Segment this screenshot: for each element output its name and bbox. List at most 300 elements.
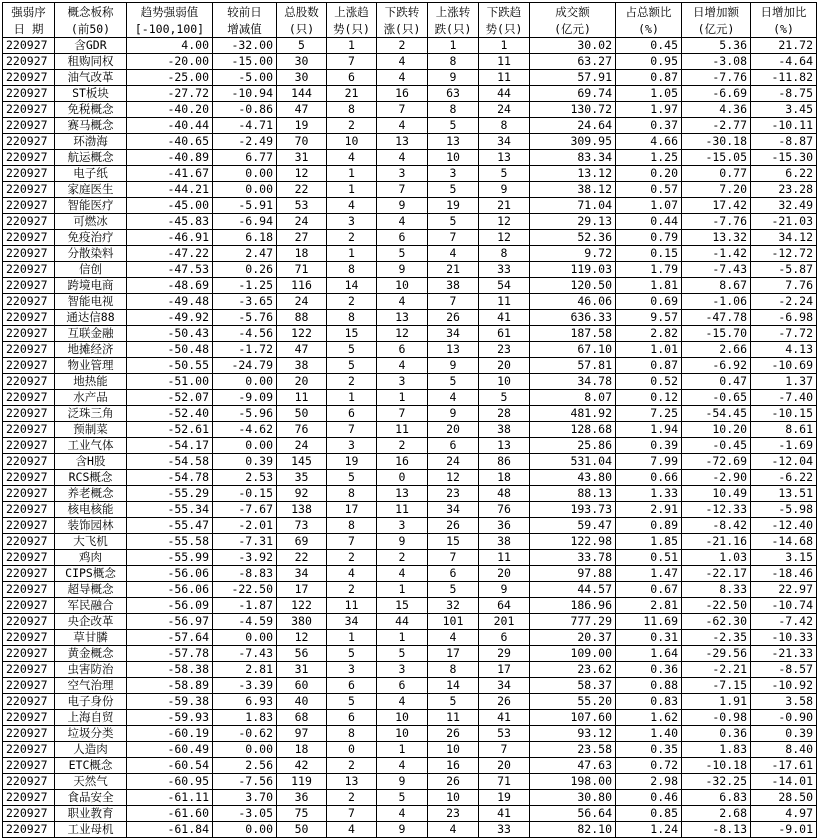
trend-strength-cell: -47.53 <box>127 262 213 278</box>
header-uptrend-count-line2: 势(只) <box>327 20 377 38</box>
rank-date-cell: 220927 <box>3 102 55 118</box>
daily-increase-amount-cell: -2.35 <box>682 630 751 646</box>
trend-strength-cell: -55.58 <box>127 534 213 550</box>
share-of-total-cell: 0.37 <box>616 118 682 134</box>
trend-strength-cell: -54.17 <box>127 438 213 454</box>
turnover-cell: 93.12 <box>530 726 616 742</box>
turnover-cell: 309.95 <box>530 134 616 150</box>
header-trend-strength-line1: 趋势强弱值 <box>127 3 213 21</box>
daily-increase-ratio-cell: -2.24 <box>751 294 817 310</box>
downtrend-count-cell: 18 <box>479 470 530 486</box>
share-of-total-cell: 0.20 <box>616 166 682 182</box>
daily-increase-amount-cell: 2.68 <box>682 806 751 822</box>
header-daily-increase-ratio-line1: 日增加比 <box>751 3 817 21</box>
share-of-total-cell: 0.15 <box>616 246 682 262</box>
turnover-cell: 57.91 <box>530 70 616 86</box>
down-to-up-count-cell: 10 <box>377 278 428 294</box>
header-row-1 <box>3 3 817 21</box>
total-stocks-cell: 116 <box>277 278 327 294</box>
uptrend-count-cell: 8 <box>327 518 377 534</box>
daily-increase-ratio-cell: -15.30 <box>751 150 817 166</box>
daily-increase-amount-cell: -47.78 <box>682 310 751 326</box>
daily-increase-ratio-cell: 3.15 <box>751 550 817 566</box>
up-to-down-count-cell: 8 <box>428 102 479 118</box>
daily-increase-amount-cell: 6.83 <box>682 790 751 806</box>
daily-increase-amount-cell: -0.98 <box>682 710 751 726</box>
daily-increase-ratio-cell: -10.33 <box>751 630 817 646</box>
turnover-cell: 13.12 <box>530 166 616 182</box>
daily-increase-amount-cell: -1.06 <box>682 294 751 310</box>
daily-increase-ratio-cell: -12.04 <box>751 454 817 470</box>
daily-increase-amount-cell: -62.30 <box>682 614 751 630</box>
rank-date-cell: 220927 <box>3 774 55 790</box>
turnover-cell: 531.04 <box>530 454 616 470</box>
change-vs-prev-cell: -3.05 <box>213 806 277 822</box>
share-of-total-cell: 0.31 <box>616 630 682 646</box>
uptrend-count-cell: 4 <box>327 150 377 166</box>
up-to-down-count-cell: 26 <box>428 726 479 742</box>
turnover-cell: 59.47 <box>530 518 616 534</box>
down-to-up-count-cell: 4 <box>377 566 428 582</box>
concept-name-cell: 预制菜 <box>55 422 127 438</box>
change-vs-prev-cell: 3.70 <box>213 790 277 806</box>
daily-increase-ratio-cell: -11.82 <box>751 70 817 86</box>
rank-date-cell: 220927 <box>3 182 55 198</box>
down-to-up-count-cell: 16 <box>377 86 428 102</box>
up-to-down-count-cell: 4 <box>428 390 479 406</box>
share-of-total-cell: 0.79 <box>616 230 682 246</box>
total-stocks-cell: 17 <box>277 582 327 598</box>
turnover-cell: 119.03 <box>530 262 616 278</box>
uptrend-count-cell: 2 <box>327 790 377 806</box>
table-row <box>3 790 817 806</box>
daily-increase-ratio-cell: -0.90 <box>751 710 817 726</box>
concept-name-cell: 物业管理 <box>55 358 127 374</box>
turnover-cell: 23.62 <box>530 662 616 678</box>
rank-date-cell: 220927 <box>3 54 55 70</box>
rank-date-cell: 220927 <box>3 374 55 390</box>
share-of-total-cell: 1.25 <box>616 150 682 166</box>
change-vs-prev-cell: 6.18 <box>213 230 277 246</box>
turnover-cell: 30.02 <box>530 38 616 54</box>
concept-name-cell: 智能医疗 <box>55 198 127 214</box>
daily-increase-ratio-cell: 28.50 <box>751 790 817 806</box>
share-of-total-cell: 1.33 <box>616 486 682 502</box>
concept-name-cell: 分散染料 <box>55 246 127 262</box>
share-of-total-cell: 2.81 <box>616 598 682 614</box>
share-of-total-cell: 1.05 <box>616 86 682 102</box>
daily-increase-amount-cell: -10.18 <box>682 758 751 774</box>
daily-increase-amount-cell: -22.50 <box>682 598 751 614</box>
downtrend-count-cell: 13 <box>479 438 530 454</box>
concept-name-cell: 智能电视 <box>55 294 127 310</box>
rank-date-cell: 220927 <box>3 678 55 694</box>
turnover-cell: 8.07 <box>530 390 616 406</box>
daily-increase-amount-cell: -22.17 <box>682 566 751 582</box>
share-of-total-cell: 0.87 <box>616 358 682 374</box>
daily-increase-ratio-cell: -21.33 <box>751 646 817 662</box>
rank-date-cell: 220927 <box>3 294 55 310</box>
down-to-up-count-cell: 6 <box>377 230 428 246</box>
table-row <box>3 70 817 86</box>
share-of-total-cell: 1.85 <box>616 534 682 550</box>
concept-name-cell: ST板块 <box>55 86 127 102</box>
down-to-up-count-cell: 2 <box>377 438 428 454</box>
down-to-up-count-cell: 1 <box>377 742 428 758</box>
rank-date-cell: 220927 <box>3 134 55 150</box>
change-vs-prev-cell: 2.56 <box>213 758 277 774</box>
daily-increase-ratio-cell: -1.69 <box>751 438 817 454</box>
up-to-down-count-cell: 8 <box>428 662 479 678</box>
daily-increase-ratio-cell: -7.42 <box>751 614 817 630</box>
up-to-down-count-cell: 5 <box>428 182 479 198</box>
daily-increase-amount-cell: -15.05 <box>682 150 751 166</box>
down-to-up-count-cell: 16 <box>377 454 428 470</box>
share-of-total-cell: 0.39 <box>616 438 682 454</box>
uptrend-count-cell: 5 <box>327 646 377 662</box>
daily-increase-amount-cell: -15.70 <box>682 326 751 342</box>
total-stocks-cell: 70 <box>277 134 327 150</box>
share-of-total-cell: 7.99 <box>616 454 682 470</box>
daily-increase-amount-cell: 8.67 <box>682 278 751 294</box>
rank-date-cell: 220927 <box>3 150 55 166</box>
downtrend-count-cell: 12 <box>479 230 530 246</box>
downtrend-count-cell: 38 <box>479 422 530 438</box>
downtrend-count-cell: 20 <box>479 358 530 374</box>
daily-increase-amount-cell: -7.15 <box>682 678 751 694</box>
rank-date-cell: 220927 <box>3 422 55 438</box>
table-row <box>3 310 817 326</box>
share-of-total-cell: 1.79 <box>616 262 682 278</box>
down-to-up-count-cell: 0 <box>377 470 428 486</box>
downtrend-count-cell: 20 <box>479 566 530 582</box>
header-total-stocks-line2: (只) <box>277 20 327 38</box>
share-of-total-cell: 0.45 <box>616 38 682 54</box>
downtrend-count-cell: 13 <box>479 150 530 166</box>
up-to-down-count-cell: 23 <box>428 806 479 822</box>
rank-date-cell: 220927 <box>3 518 55 534</box>
header-change-vs-prev-line2: 增减值 <box>213 20 277 38</box>
concept-name-cell: 空气治理 <box>55 678 127 694</box>
total-stocks-cell: 27 <box>277 230 327 246</box>
trend-strength-cell: -60.49 <box>127 742 213 758</box>
share-of-total-cell: 0.72 <box>616 758 682 774</box>
uptrend-count-cell: 3 <box>327 214 377 230</box>
daily-increase-ratio-cell: -8.57 <box>751 662 817 678</box>
rank-date-cell: 220927 <box>3 278 55 294</box>
daily-increase-ratio-cell: -12.40 <box>751 518 817 534</box>
down-to-up-count-cell: 11 <box>377 502 428 518</box>
uptrend-count-cell: 17 <box>327 502 377 518</box>
change-vs-prev-cell: -24.79 <box>213 358 277 374</box>
daily-increase-ratio-cell: 0.39 <box>751 726 817 742</box>
up-to-down-count-cell: 7 <box>428 294 479 310</box>
uptrend-count-cell: 1 <box>327 390 377 406</box>
up-to-down-count-cell: 26 <box>428 310 479 326</box>
concept-name-cell: 跨境电商 <box>55 278 127 294</box>
uptrend-count-cell: 8 <box>327 310 377 326</box>
change-vs-prev-cell: -4.71 <box>213 118 277 134</box>
trend-strength-cell: -49.92 <box>127 310 213 326</box>
total-stocks-cell: 19 <box>277 118 327 134</box>
downtrend-count-cell: 41 <box>479 806 530 822</box>
uptrend-count-cell: 14 <box>327 278 377 294</box>
turnover-cell: 46.06 <box>530 294 616 310</box>
up-to-down-count-cell: 9 <box>428 406 479 422</box>
up-to-down-count-cell: 10 <box>428 790 479 806</box>
rank-date-cell: 220927 <box>3 502 55 518</box>
table-row <box>3 390 817 406</box>
uptrend-count-cell: 1 <box>327 166 377 182</box>
trend-strength-cell: -40.44 <box>127 118 213 134</box>
daily-increase-ratio-cell: 4.97 <box>751 806 817 822</box>
table-header <box>3 3 817 38</box>
daily-increase-amount-cell: -0.65 <box>682 390 751 406</box>
daily-increase-ratio-cell: -17.61 <box>751 758 817 774</box>
turnover-cell: 34.78 <box>530 374 616 390</box>
down-to-up-count-cell: 7 <box>377 102 428 118</box>
daily-increase-ratio-cell: 7.76 <box>751 278 817 294</box>
daily-increase-amount-cell: -3.08 <box>682 54 751 70</box>
concept-name-cell: 家庭医生 <box>55 182 127 198</box>
concept-name-cell: 含H股 <box>55 454 127 470</box>
downtrend-count-cell: 8 <box>479 118 530 134</box>
concept-name-cell: 央企改革 <box>55 614 127 630</box>
down-to-up-count-cell: 4 <box>377 294 428 310</box>
header-turnover-line1: 成交额 <box>530 3 616 21</box>
down-to-up-count-cell: 1 <box>377 630 428 646</box>
table-row <box>3 118 817 134</box>
total-stocks-cell: 122 <box>277 326 327 342</box>
rank-date-cell: 220927 <box>3 790 55 806</box>
concept-name-cell: 鸡肉 <box>55 550 127 566</box>
concept-name-cell: 食品安全 <box>55 790 127 806</box>
daily-increase-ratio-cell: -5.87 <box>751 262 817 278</box>
daily-increase-amount-cell: -6.92 <box>682 358 751 374</box>
rank-date-cell: 220927 <box>3 70 55 86</box>
rank-date-cell: 220927 <box>3 646 55 662</box>
header-daily-increase-ratio-line2: (%) <box>751 20 817 38</box>
uptrend-count-cell: 8 <box>327 102 377 118</box>
daily-increase-ratio-cell: -14.01 <box>751 774 817 790</box>
up-to-down-count-cell: 13 <box>428 342 479 358</box>
downtrend-count-cell: 76 <box>479 502 530 518</box>
total-stocks-cell: 12 <box>277 166 327 182</box>
downtrend-count-cell: 48 <box>479 486 530 502</box>
daily-increase-ratio-cell: 3.58 <box>751 694 817 710</box>
change-vs-prev-cell: 6.93 <box>213 694 277 710</box>
daily-increase-ratio-cell: -10.11 <box>751 118 817 134</box>
up-to-down-count-cell: 11 <box>428 710 479 726</box>
down-to-up-count-cell: 9 <box>377 198 428 214</box>
daily-increase-amount-cell: -29.56 <box>682 646 751 662</box>
concept-name-cell: 黄金概念 <box>55 646 127 662</box>
daily-increase-amount-cell: -30.18 <box>682 134 751 150</box>
down-to-up-count-cell: 9 <box>377 774 428 790</box>
daily-increase-amount-cell: -8.13 <box>682 822 751 838</box>
rank-date-cell: 220927 <box>3 438 55 454</box>
down-to-up-count-cell: 7 <box>377 406 428 422</box>
down-to-up-count-cell: 15 <box>377 598 428 614</box>
concept-name-cell: 上海自贸 <box>55 710 127 726</box>
trend-strength-cell: -41.67 <box>127 166 213 182</box>
rank-date-cell: 220927 <box>3 214 55 230</box>
downtrend-count-cell: 26 <box>479 694 530 710</box>
down-to-up-count-cell: 4 <box>377 806 428 822</box>
total-stocks-cell: 92 <box>277 486 327 502</box>
table-row <box>3 358 817 374</box>
uptrend-count-cell: 8 <box>327 726 377 742</box>
up-to-down-count-cell: 1 <box>428 38 479 54</box>
daily-increase-amount-cell: -54.45 <box>682 406 751 422</box>
change-vs-prev-cell: -0.62 <box>213 726 277 742</box>
share-of-total-cell: 0.46 <box>616 790 682 806</box>
concept-name-cell: 工业母机 <box>55 822 127 838</box>
up-to-down-count-cell: 23 <box>428 486 479 502</box>
up-to-down-count-cell: 4 <box>428 246 479 262</box>
daily-increase-ratio-cell: 4.13 <box>751 342 817 358</box>
trend-strength-cell: -46.91 <box>127 230 213 246</box>
turnover-cell: 107.60 <box>530 710 616 726</box>
uptrend-count-cell: 5 <box>327 470 377 486</box>
down-to-up-count-cell: 4 <box>377 54 428 70</box>
uptrend-count-cell: 3 <box>327 662 377 678</box>
concept-name-cell: 地摊经济 <box>55 342 127 358</box>
table-row <box>3 534 817 550</box>
share-of-total-cell: 0.89 <box>616 518 682 534</box>
turnover-cell: 47.63 <box>530 758 616 774</box>
rank-date-cell: 220927 <box>3 246 55 262</box>
table-row <box>3 694 817 710</box>
daily-increase-amount-cell: -2.90 <box>682 470 751 486</box>
daily-increase-amount-cell: 4.36 <box>682 102 751 118</box>
total-stocks-cell: 73 <box>277 518 327 534</box>
concept-name-cell: 互联金融 <box>55 326 127 342</box>
share-of-total-cell: 1.97 <box>616 102 682 118</box>
downtrend-count-cell: 12 <box>479 214 530 230</box>
trend-strength-cell: -58.89 <box>127 678 213 694</box>
total-stocks-cell: 47 <box>277 102 327 118</box>
daily-increase-ratio-cell: 34.12 <box>751 230 817 246</box>
header-concept-name-line1: 概念板称 <box>55 3 127 21</box>
uptrend-count-cell: 2 <box>327 118 377 134</box>
up-to-down-count-cell: 17 <box>428 646 479 662</box>
header-downtrend-count-line2: 势(只) <box>479 20 530 38</box>
downtrend-count-cell: 5 <box>479 390 530 406</box>
share-of-total-cell: 1.01 <box>616 342 682 358</box>
turnover-cell: 122.98 <box>530 534 616 550</box>
uptrend-count-cell: 3 <box>327 438 377 454</box>
turnover-cell: 69.74 <box>530 86 616 102</box>
total-stocks-cell: 71 <box>277 262 327 278</box>
turnover-cell: 20.37 <box>530 630 616 646</box>
turnover-cell: 52.36 <box>530 230 616 246</box>
daily-increase-amount-cell: 13.32 <box>682 230 751 246</box>
rank-date-cell: 220927 <box>3 582 55 598</box>
uptrend-count-cell: 19 <box>327 454 377 470</box>
trend-strength-cell: -59.93 <box>127 710 213 726</box>
rank-date-cell: 220927 <box>3 550 55 566</box>
downtrend-count-cell: 1 <box>479 38 530 54</box>
downtrend-count-cell: 44 <box>479 86 530 102</box>
daily-increase-ratio-cell: -7.40 <box>751 390 817 406</box>
down-to-up-count-cell: 4 <box>377 694 428 710</box>
change-vs-prev-cell: -1.87 <box>213 598 277 614</box>
up-to-down-count-cell: 14 <box>428 678 479 694</box>
daily-increase-ratio-cell: -10.74 <box>751 598 817 614</box>
trend-strength-cell: -60.19 <box>127 726 213 742</box>
down-to-up-count-cell: 5 <box>377 790 428 806</box>
down-to-up-count-cell: 13 <box>377 486 428 502</box>
concept-name-cell: 军民融合 <box>55 598 127 614</box>
trend-strength-cell: -50.43 <box>127 326 213 342</box>
uptrend-count-cell: 10 <box>327 134 377 150</box>
turnover-cell: 187.58 <box>530 326 616 342</box>
total-stocks-cell: 24 <box>277 294 327 310</box>
down-to-up-count-cell: 1 <box>377 390 428 406</box>
daily-increase-amount-cell: -72.69 <box>682 454 751 470</box>
total-stocks-cell: 42 <box>277 758 327 774</box>
daily-increase-ratio-cell: 32.49 <box>751 198 817 214</box>
total-stocks-cell: 38 <box>277 358 327 374</box>
up-to-down-count-cell: 101 <box>428 614 479 630</box>
concept-name-cell: 租购同权 <box>55 54 127 70</box>
daily-increase-ratio-cell: 8.61 <box>751 422 817 438</box>
share-of-total-cell: 0.88 <box>616 678 682 694</box>
daily-increase-amount-cell: -2.21 <box>682 662 751 678</box>
rank-date-cell: 220927 <box>3 486 55 502</box>
daily-increase-ratio-cell: -21.03 <box>751 214 817 230</box>
daily-increase-amount-cell: 8.33 <box>682 582 751 598</box>
downtrend-count-cell: 24 <box>479 102 530 118</box>
table-row <box>3 198 817 214</box>
down-to-up-count-cell: 1 <box>377 582 428 598</box>
rank-date-cell: 220927 <box>3 822 55 838</box>
down-to-up-count-cell: 9 <box>377 262 428 278</box>
daily-increase-ratio-cell: -18.46 <box>751 566 817 582</box>
share-of-total-cell: 1.62 <box>616 710 682 726</box>
rank-date-cell: 220927 <box>3 454 55 470</box>
turnover-cell: 82.10 <box>530 822 616 838</box>
change-vs-prev-cell: -0.15 <box>213 486 277 502</box>
concept-name-cell: 职业教育 <box>55 806 127 822</box>
downtrend-count-cell: 11 <box>479 550 530 566</box>
downtrend-count-cell: 5 <box>479 166 530 182</box>
rank-date-cell: 220927 <box>3 694 55 710</box>
downtrend-count-cell: 11 <box>479 294 530 310</box>
header-total-stocks-line1: 总股数 <box>277 3 327 21</box>
header-down-to-up-count-line1: 下跌转 <box>377 3 428 21</box>
downtrend-count-cell: 23 <box>479 342 530 358</box>
change-vs-prev-cell: 0.26 <box>213 262 277 278</box>
rank-date-cell: 220927 <box>3 710 55 726</box>
total-stocks-cell: 24 <box>277 438 327 454</box>
up-to-down-count-cell: 7 <box>428 550 479 566</box>
rank-date-cell: 220927 <box>3 598 55 614</box>
down-to-up-count-cell: 4 <box>377 758 428 774</box>
up-to-down-count-cell: 38 <box>428 278 479 294</box>
concept-name-cell: 虫害防治 <box>55 662 127 678</box>
total-stocks-cell: 75 <box>277 806 327 822</box>
uptrend-count-cell: 4 <box>327 566 377 582</box>
total-stocks-cell: 36 <box>277 790 327 806</box>
up-to-down-count-cell: 26 <box>428 774 479 790</box>
uptrend-count-cell: 1 <box>327 38 377 54</box>
daily-increase-amount-cell: -1.42 <box>682 246 751 262</box>
table-row <box>3 486 817 502</box>
table-row <box>3 662 817 678</box>
uptrend-count-cell: 15 <box>327 326 377 342</box>
